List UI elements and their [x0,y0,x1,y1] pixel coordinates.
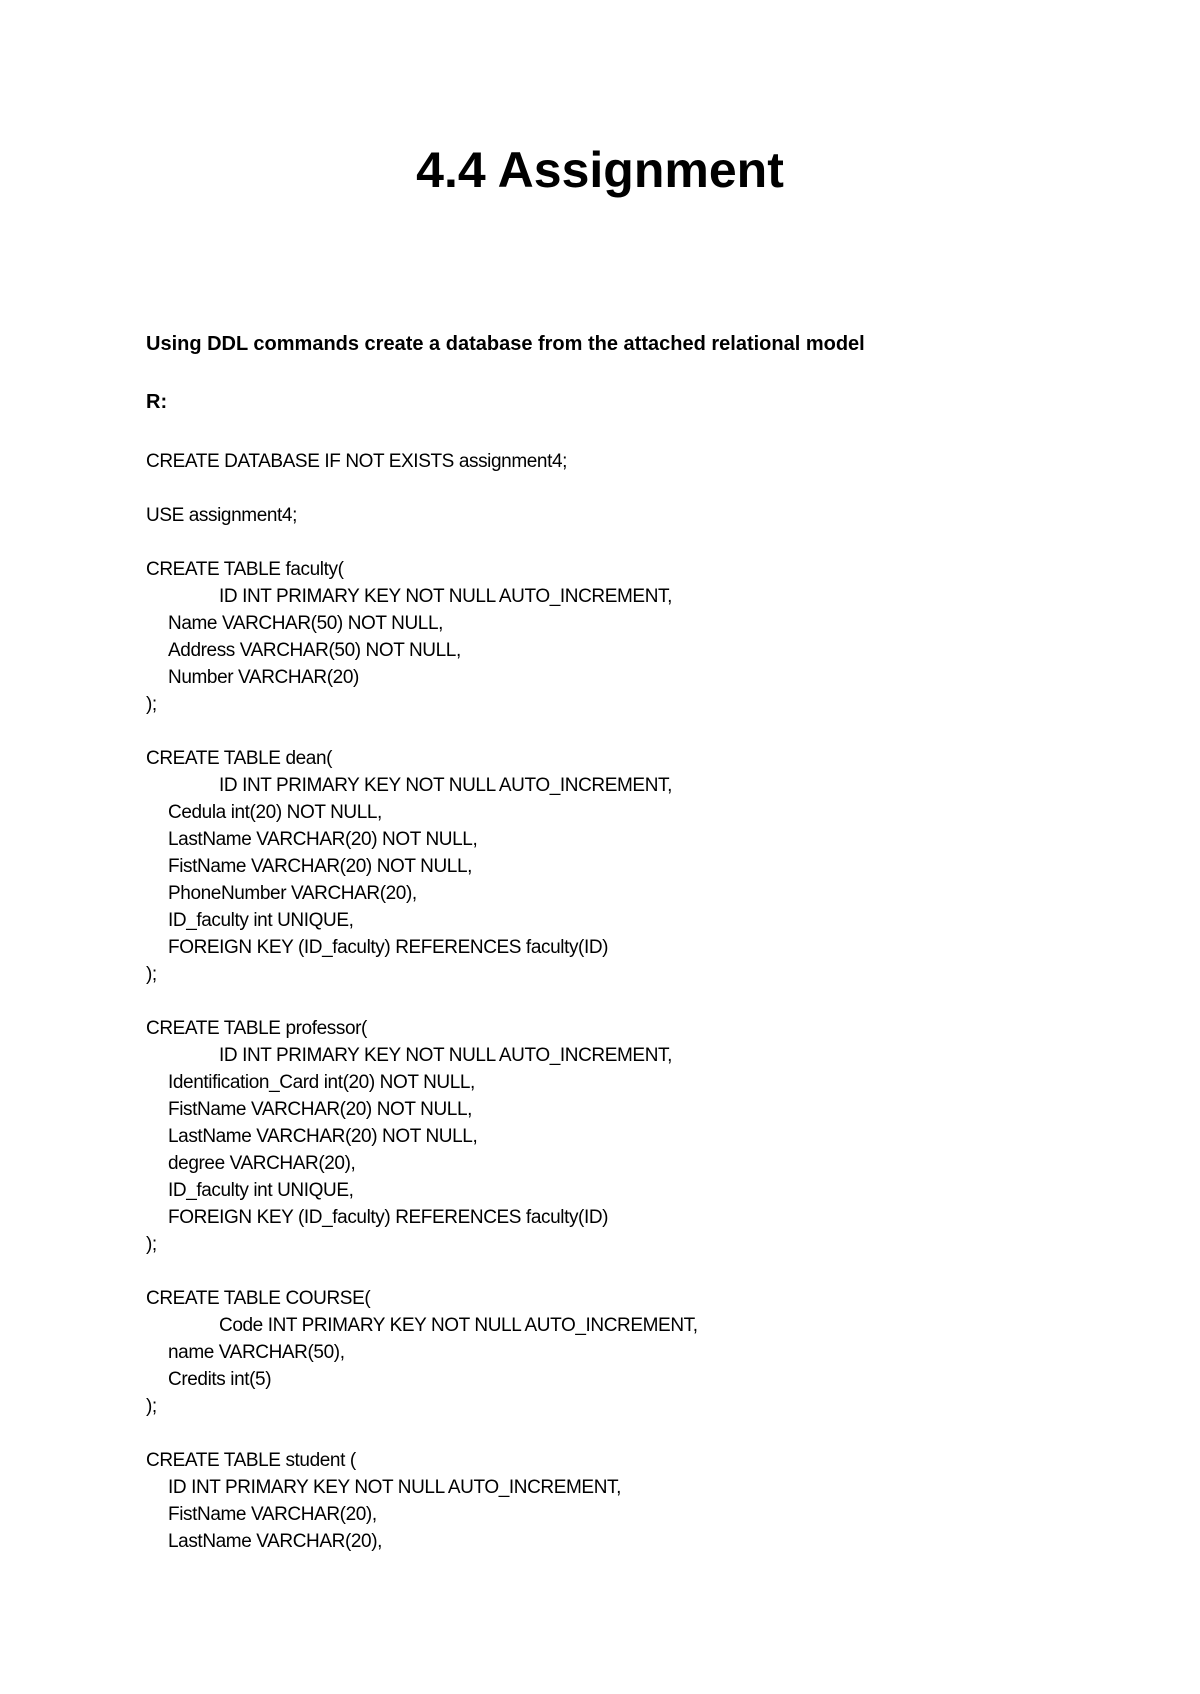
code-line: LastName VARCHAR(20) NOT NULL, [168,829,478,850]
code-line: LastName VARCHAR(20), [168,1531,383,1552]
code-line: ID INT PRIMARY KEY NOT NULL AUTO_INCREMENT, [219,775,672,796]
code-line [146,718,1146,745]
sql-code-block [146,448,1146,1555]
answer-label: R: [146,391,168,413]
code-line: CREATE TABLE COURSE( [146,1288,371,1309]
page-title: 4.4 Assignment [416,142,784,198]
code-line: LastName VARCHAR(20) NOT NULL, [168,1126,478,1147]
code-line: FistName VARCHAR(20), [168,1504,377,1525]
code-line: Cedula int(20) NOT NULL, [168,802,382,823]
code-line: ID_faculty int UNIQUE, [168,1180,354,1201]
code-line: CREATE TABLE professor( [146,1018,367,1039]
code-line: CREATE TABLE student ( [146,1450,356,1471]
code-line [146,475,1146,502]
code-line: Identification_Card int(20) NOT NULL, [168,1072,475,1093]
code-line: ID INT PRIMARY KEY NOT NULL AUTO_INCREMENT, [219,586,672,607]
code-line: ); [146,1234,157,1255]
code-line: CREATE TABLE faculty( [146,559,344,580]
code-line: Number VARCHAR(20) [168,667,359,688]
code-line [146,988,1146,1015]
code-line: PhoneNumber VARCHAR(20), [168,883,417,904]
code-line: ID_faculty int UNIQUE, [168,910,354,931]
code-line: Credits int(5) [168,1369,272,1390]
code-line: FOREIGN KEY (ID_faculty) REFERENCES faculty(ID) [168,937,609,958]
code-line: FistName VARCHAR(20) NOT NULL, [168,1099,473,1120]
code-line: ); [146,1396,157,1417]
code-line: CREATE DATABASE IF NOT EXISTS assignment4; [146,451,568,472]
assignment-prompt: Using DDL commands create a database from the attached relational model [146,333,865,355]
code-line: ID INT PRIMARY KEY NOT NULL AUTO_INCREMENT, [168,1477,621,1498]
code-line: Address VARCHAR(50) NOT NULL, [168,640,461,661]
code-line: name VARCHAR(50), [168,1342,345,1363]
code-line: Name VARCHAR(50) NOT NULL, [168,613,444,634]
code-line: ); [146,694,157,715]
code-line: ID INT PRIMARY KEY NOT NULL AUTO_INCREMENT, [219,1045,672,1066]
code-line: Code INT PRIMARY KEY NOT NULL AUTO_INCREMENT, [219,1315,698,1336]
code-line: USE assignment4; [146,505,297,526]
code-line: CREATE TABLE dean( [146,748,333,769]
code-line: FOREIGN KEY (ID_faculty) REFERENCES faculty(ID) [168,1207,609,1228]
code-line: FistName VARCHAR(20) NOT NULL, [168,856,473,877]
code-line [146,1258,1146,1285]
code-line [146,529,1146,556]
code-line: degree VARCHAR(20), [168,1153,356,1174]
code-line: ); [146,964,157,985]
code-line [146,1420,1146,1447]
